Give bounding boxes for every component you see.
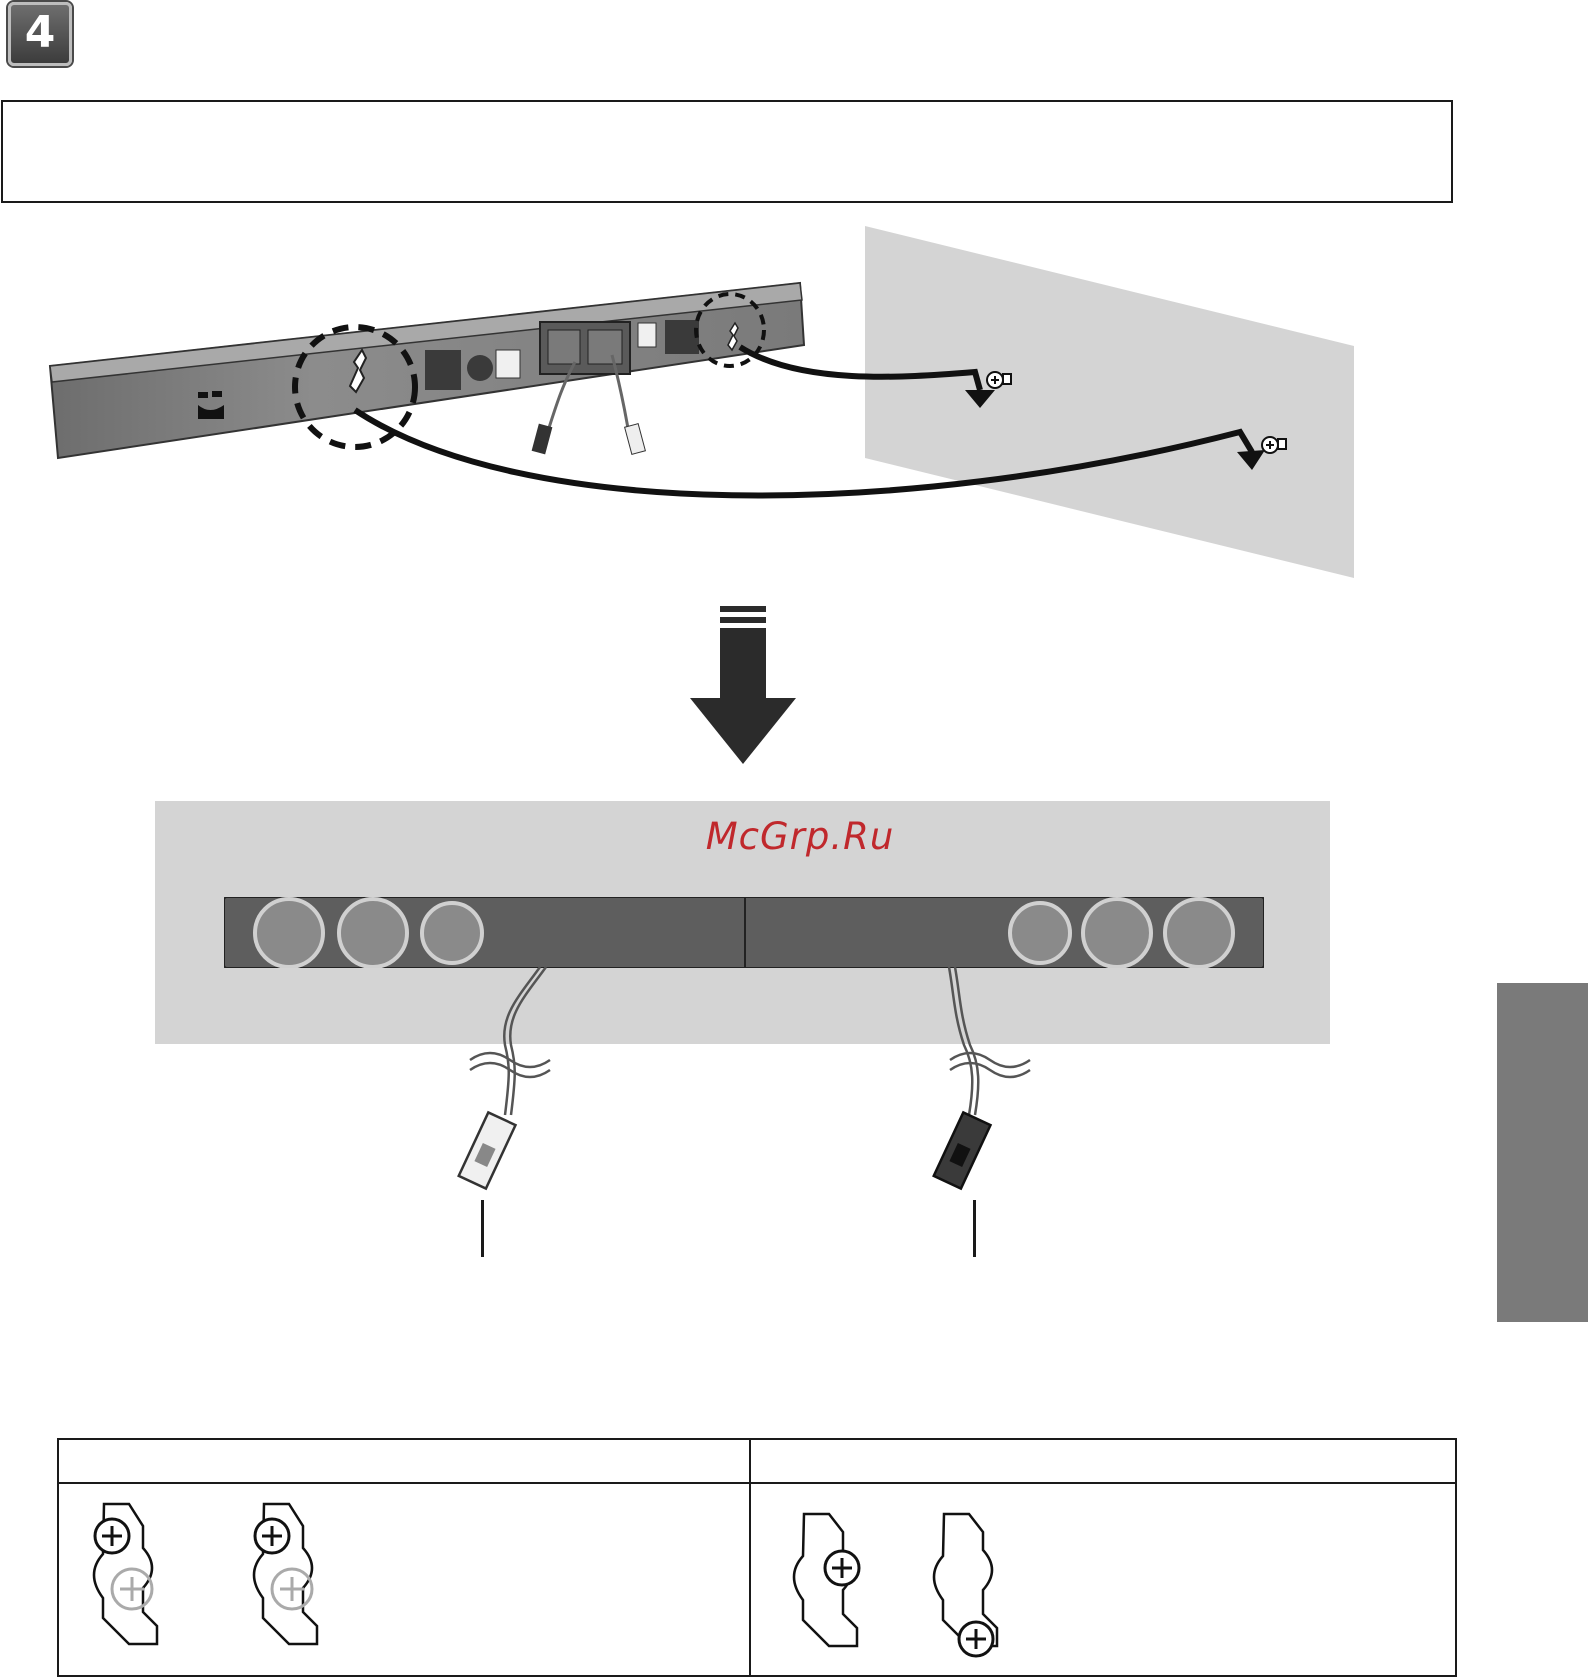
big-down-arrow-icon — [690, 606, 796, 766]
driver-right-3 — [1165, 899, 1233, 967]
wall-panel-perspective — [865, 226, 1354, 578]
plug-dark — [532, 424, 553, 455]
keyhole-diagrams — [59, 1484, 1455, 1677]
driver-right-2 — [1083, 899, 1151, 967]
mounting-illustration — [0, 220, 1400, 600]
speaker-bar — [224, 897, 1264, 968]
right-cable-label-line — [973, 1200, 976, 1257]
terminal-block — [425, 350, 461, 390]
screw-icon — [825, 1551, 859, 1585]
instruction-box — [1, 100, 1453, 203]
screw-position-table — [57, 1438, 1457, 1677]
speaker-cables-bottom — [440, 965, 1040, 1265]
table-header-row — [59, 1440, 1455, 1484]
speaker-back — [50, 283, 804, 458]
left-cable-label-line — [481, 1200, 484, 1257]
side-section-tab — [1497, 983, 1588, 1322]
plug-light — [625, 424, 646, 455]
plug-light-icon — [459, 1112, 516, 1188]
step-number-badge: 4 — [8, 2, 72, 66]
plug-dark-icon — [934, 1112, 991, 1188]
driver-left-3 — [422, 903, 482, 963]
driver-right-1 — [1010, 903, 1070, 963]
screw-icon — [959, 1622, 993, 1656]
watermark-text: McGrp.Ru — [705, 815, 895, 858]
driver-left-1 — [255, 899, 323, 967]
driver-left-2 — [339, 899, 407, 967]
